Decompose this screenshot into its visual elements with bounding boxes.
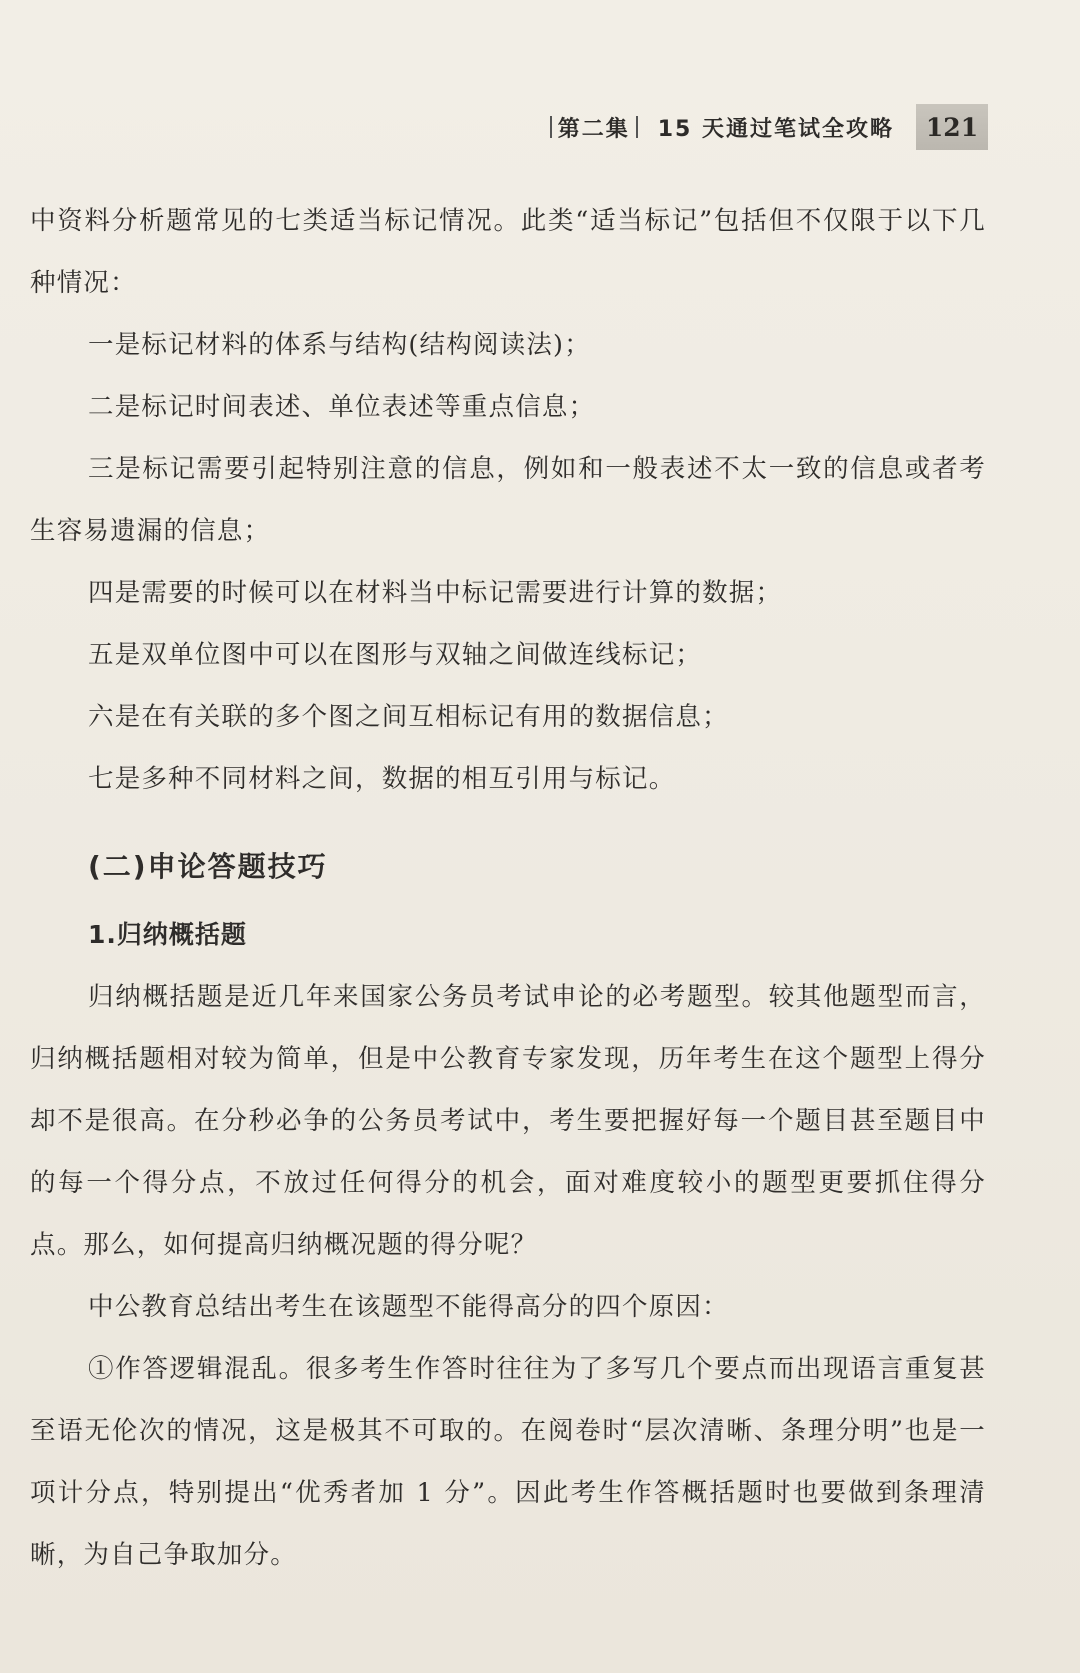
paragraph-reason-1: ①作答逻辑混乱。很多考生作答时往往为了多写几个要点而出现语言重复甚至语无伦次的情况，这是极其不可取的。在阅卷时“层次清晰、条理分明”也是一项计分点，特别提出“优秀者加 1 分”。因此考生作答概括题时也要做到条理清晰，为自己争取加分。 — [30, 1354, 986, 1570]
page-number-box — [916, 104, 988, 150]
subsection-heading: 1.归纳概括题 — [88, 920, 247, 949]
header-title: 15 天通过笔试全攻略 — [657, 116, 894, 142]
body-text — [30, 190, 986, 1586]
list-item-4: 四是需要的时候可以在材料当中标记需要进行计算的数据； — [88, 578, 783, 608]
list-item-6: 六是在有关联的多个图之间互相标记有用的数据信息； — [88, 702, 729, 732]
list-item-7: 七是多种不同材料之间，数据的相互引用与标记。 — [88, 764, 676, 794]
running-header — [544, 104, 988, 150]
paragraph-reasons: 中公教育总结出考生在该题型不能得高分的四个原因： — [88, 1292, 729, 1322]
header-section: 第二集 — [557, 116, 630, 142]
list-item-1: 一是标记材料的体系与结构(结构阅读法)； — [88, 330, 591, 360]
paragraph-summary: 归纳概括题是近几年来国家公务员考试申论的必考题型。较其他题型而言，归纳概括题相对较为简单，但是中公教育专家发现，历年考生在这个题型上得分却不是很高。在分秒必争的公务员考试中，考生要把握好每一个题目甚至题目中的每一个得分点，不放过任何得分的机会，面对难度较小的题型更要抓住得分点。那么，如何提高归纳概况题的得分呢？ — [30, 982, 986, 1260]
header-divider — [636, 116, 638, 138]
list-item-5: 五是双单位图中可以在图形与双轴之间做连线标记； — [88, 640, 703, 670]
paragraph-intro: 中资料分析题常见的七类适当标记情况。此类“适当标记”包括但不仅限于以下几种情况： — [30, 206, 986, 298]
page-number: 121 — [925, 112, 979, 142]
header-divider — [550, 116, 552, 138]
list-item-2: 二是标记时间表述、单位表述等重点信息； — [88, 392, 596, 422]
section-heading: (二)申论答题技巧 — [88, 850, 328, 883]
list-item-3: 三是标记需要引起特别注意的信息，例如和一般表述不太一致的信息或者考生容易遗漏的信息； — [30, 454, 986, 546]
